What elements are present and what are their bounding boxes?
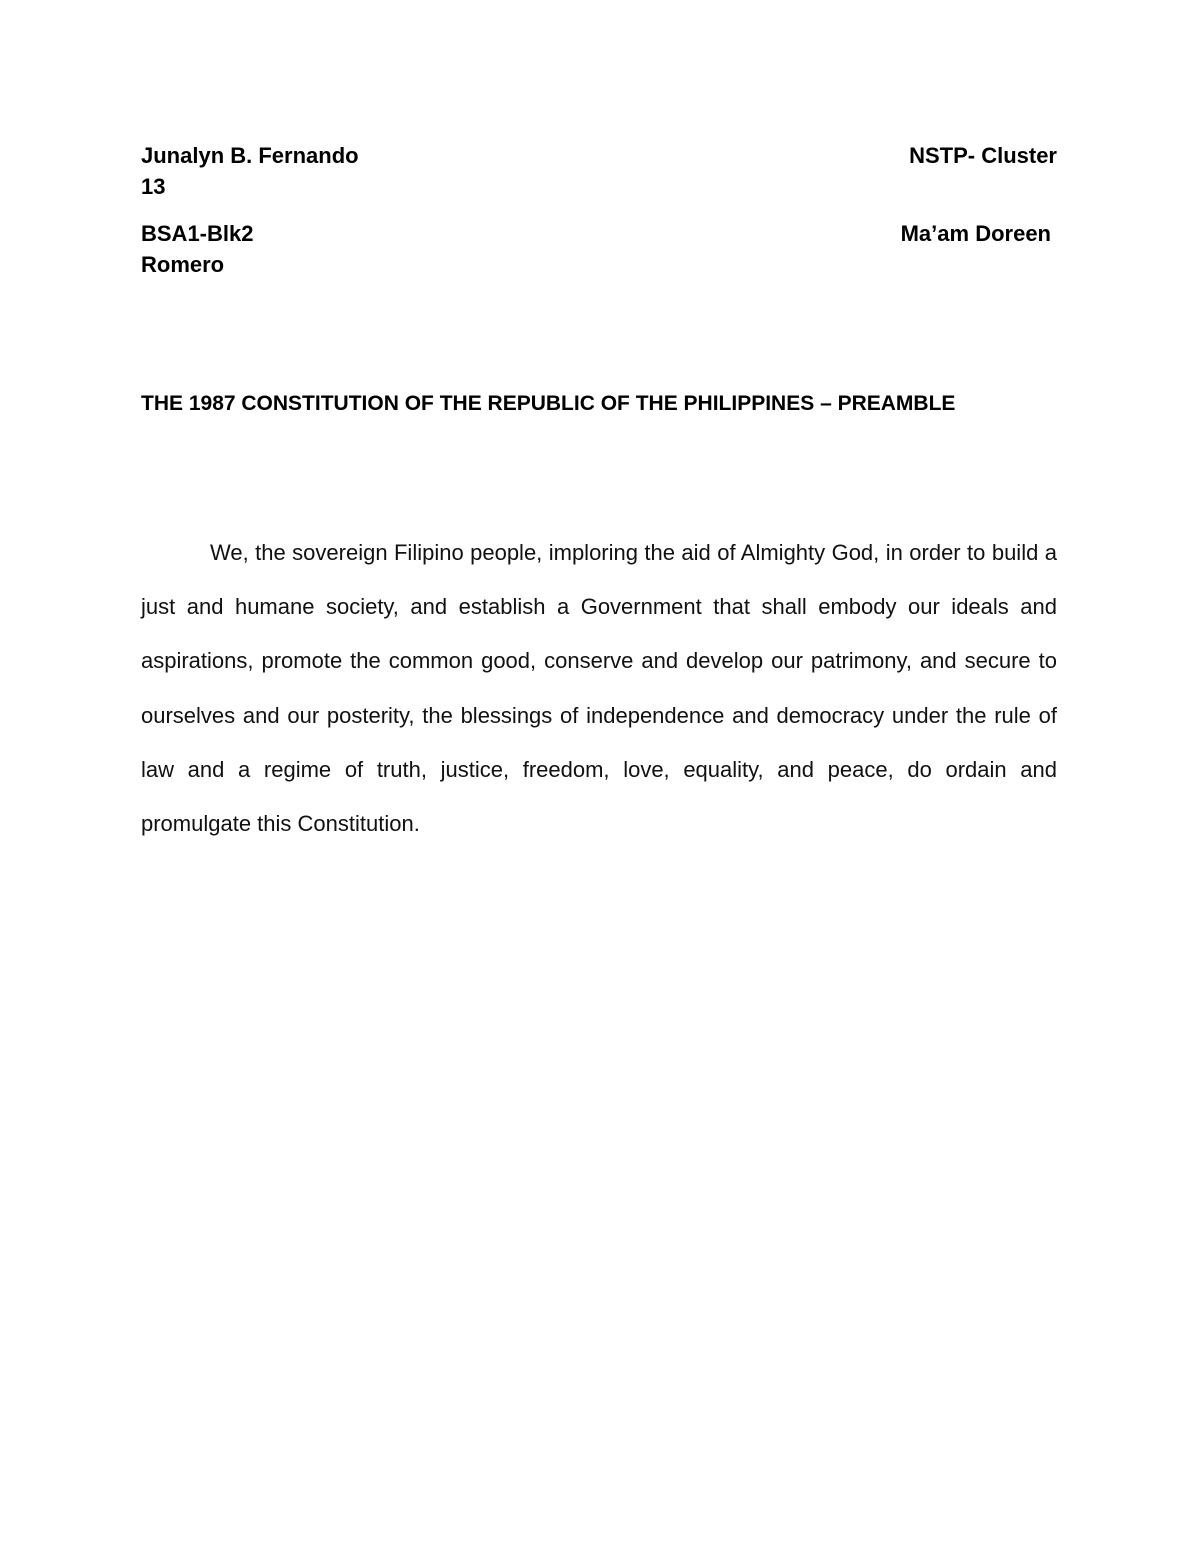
student-section: BSA1-Blk2 <box>141 221 254 246</box>
document-title: THE 1987 CONSTITUTION OF THE REPUBLIC OF THE PHILIPPINES – PREAMBLE <box>141 392 956 415</box>
instructor-name: Ma’am Doreen <box>900 221 1051 246</box>
course-cluster: NSTP- Cluster <box>909 143 1057 168</box>
student-name: Junalyn B. Fernando <box>141 143 359 168</box>
course-cluster-number: 13 <box>141 174 166 199</box>
preamble-paragraph: We, the sovereign Filipino people, imploring the aid of Almighty God, in order to build a just and humane society, and establish a Government that shall embody our ideals and aspirations, promote the common good, conserve and develop our patrimony, and secure to ourselves and our posterity, the blessings of independence and democracy under the rule of law and a regime of truth, justice, freedom, love, equality, and peace, do ordain and promulgate this Constitution. <box>141 540 1057 837</box>
instructor-surname: Romero <box>141 252 225 277</box>
